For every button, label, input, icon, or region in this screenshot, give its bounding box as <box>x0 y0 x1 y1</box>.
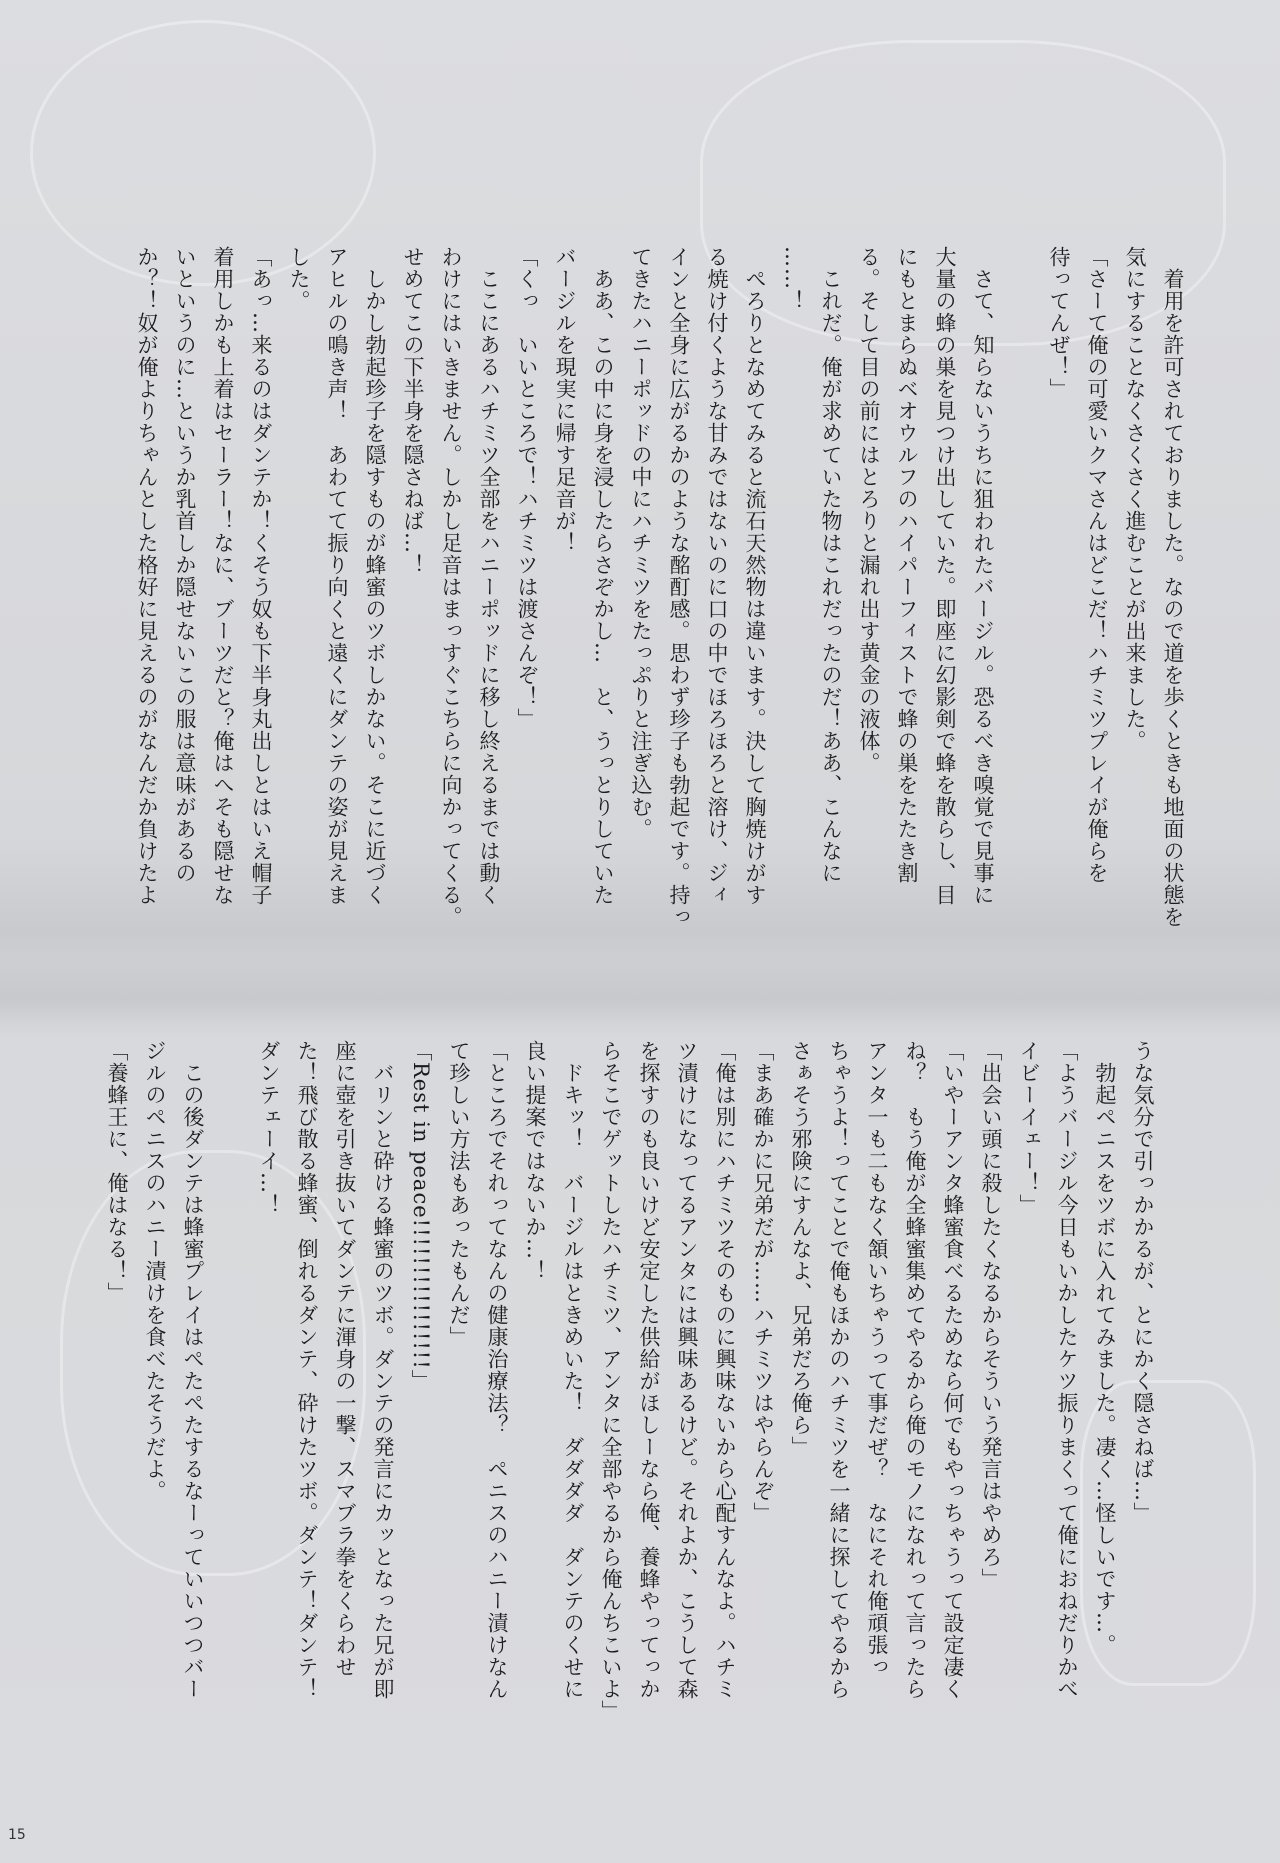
page-number: 15 <box>8 1827 26 1843</box>
text-line: にもとまらぬベオウルフのハイパーフィストで蜂の巣をたたき割 <box>895 246 919 884</box>
text-line: せめてこの下半身を隠さねば…！ <box>401 246 425 576</box>
text-line: バリンと砕ける蜂蜜のツボ。ダンテの発言にカッとなった兄が即 <box>371 1040 395 1700</box>
text-line: ダンテェーイ…！ <box>257 1040 281 1216</box>
text-line: ……！ <box>781 246 805 312</box>
text-line: 「Rest in peace!!!!!!!!!!!!!!!!」 <box>409 1040 433 1392</box>
text-line: る。そして目の前にはとろりと漏れ出す黄金の液体。 <box>857 246 881 774</box>
page-fold <box>0 960 1280 1038</box>
text-line <box>212 1040 250 1730</box>
text-line: ぺろりとなめてみると流石天然物は違います。決して胸焼けがす <box>743 246 767 906</box>
text-line: 「出会い頭に殺したくなるからそういう発言はやめろ」 <box>979 1040 1003 1590</box>
text-line: うな気分で引っかかるが、とにかく隠さねば…」 <box>1131 1040 1155 1524</box>
text-line: て珍しい方法もあったもんだ」 <box>447 1040 471 1348</box>
text-line: 座に壺を引き抜いてダンテに渾身の一撃、スマブラ拳をくらわせ <box>333 1040 357 1678</box>
text-line: 「ようバージル今日もいかしたケツ振りまくって俺におねだりかべ <box>1055 1040 1079 1700</box>
text-line: バージルを現実に帰す足音が！ <box>553 246 577 554</box>
text-line: しかし勃起珍子を隠すものが蜂蜜のツボしかない。そこに近づく <box>363 246 387 906</box>
text-line: ジルのペニスのハニー漬けを食べたそうだよ。 <box>143 1040 167 1502</box>
text-line: ドキッ！ バージルはときめいた！ ダダダダ ダンテのくせに <box>561 1040 585 1700</box>
text-line: 着用しかも上着はセーラー！なに、ブーツだと？俺はへそも隠せな <box>211 246 235 906</box>
text-line: アヒルの鳴き声！ あわてて振り向くと遠くにダンテの姿が見えま <box>325 246 349 906</box>
text-line: 良い提案ではないか…！ <box>523 1040 547 1282</box>
text-line: わけにはいきません。しかし足音はまっすぐこちらに向かってくる。 <box>439 246 463 928</box>
text-line: ね？ もう俺が全蜂蜜集めてやるから俺のモノになれって言ったら <box>903 1040 927 1700</box>
text-line: 「まあ確かに兄弟だが……ハチミツはやらんぞ」 <box>751 1040 775 1524</box>
text-line: した。 <box>287 246 311 312</box>
text-line: 着用を許可されておりました。なので道を歩くときも地面の状態を <box>1161 246 1185 928</box>
text-line <box>1002 246 1040 936</box>
text-line: さぁそう邪険にすんなよ、兄弟だろ俺ら」 <box>789 1040 813 1458</box>
text-line: る焼け付くような甘みではないのに口の中でほろほろと溶け、ジィ <box>705 246 729 906</box>
text-line: 「養蜂王に、俺はなる！」 <box>105 1040 129 1304</box>
text-line: この後ダンテは蜂蜜プレイはぺたぺたするなーっていいつつバー <box>181 1040 205 1700</box>
text-line: 「ところでそれってなんの健康治療法？ ペニスのハニー漬けなん <box>485 1040 509 1700</box>
text-line: 気にすることなくさくさく進むことが出来ました。 <box>1123 246 1147 752</box>
text-line: てきたハニーポッドの中にハチミツをたっぷりと注ぎ込む。 <box>629 246 653 840</box>
text-line: インと全身に広がるかのような酩酊感。思わず珍子も勃起です。持っ <box>667 246 691 928</box>
text-line: イビーイェー！」 <box>1017 1040 1041 1216</box>
text-line: か？！奴が俺よりちゃんとした格好に見えるのがなんだか負けたよ <box>135 246 159 906</box>
text-line: を探すのも良いけど安定した供給がほしーなら俺、養蜂やってっか <box>637 1040 661 1700</box>
text-line: これだ。俺が求めていた物はこれだったのだ！ああ、こんなに <box>819 246 843 884</box>
text-line: アンタ一も二もなく頷いちゃうって事だぜ？ なにそれ俺頑張っ <box>865 1040 889 1678</box>
text-line: 「いやーアンタ蜂蜜食べるためなら何でもやっちゃうって設定凄く <box>941 1040 965 1700</box>
text-line: た！飛び散る蜂蜜、倒れるダンテ、砕けたツボ。ダンテ！ダンテ！ <box>295 1040 319 1700</box>
text-line: いというのに…というか乳首しか隠せないこの服は意味があるの <box>173 246 197 884</box>
text-line: らそこでゲットしたハチミツ、アンタに全部やるから俺んちこいよ」 <box>599 1040 623 1722</box>
text-line: 「あっ…来るのはダンテか！くそう奴も下半身丸出しとはいえ帽子 <box>249 246 273 906</box>
text-line: ちゃうよ！ってことで俺もほかのハチミツを一緒に探してやるから <box>827 1040 851 1700</box>
story-text-top <box>128 246 1192 936</box>
text-line: 待ってんぜ！」 <box>1047 246 1071 400</box>
text-line: ああ、この中に身を浸したらさぞかし… と、うっとりしていた <box>591 246 615 906</box>
text-line: 勃起ペニスをツボに入れてみました。凄く…怪しいです…。 <box>1093 1040 1117 1656</box>
text-line: 「俺は別にハチミツそのものに興味ないから心配すんなよ。ハチミ <box>713 1040 737 1700</box>
text-line: 「くっ いいところで！ハチミツは渡さんぞ！」 <box>515 246 539 730</box>
text-line: 「さーて俺の可愛いクマさんはどこだ！ハチミツプレイが俺らを <box>1085 246 1109 884</box>
text-line: さて、知らないうちに狙われたバージル。恐るべき嗅覚で見事に <box>971 246 995 906</box>
text-line: 大量の蜂の巣を見つけ出していた。即座に幻影剣で蜂を散らし、目 <box>933 246 957 906</box>
story-text-bottom <box>98 1040 1162 1730</box>
text-line: ツ漬けになってるアンタには興味あるけど。それよか、こうして森 <box>675 1040 699 1700</box>
text-line: ここにあるハチミツ全部をハニーポッドに移し終えるまでは動く <box>477 246 501 906</box>
